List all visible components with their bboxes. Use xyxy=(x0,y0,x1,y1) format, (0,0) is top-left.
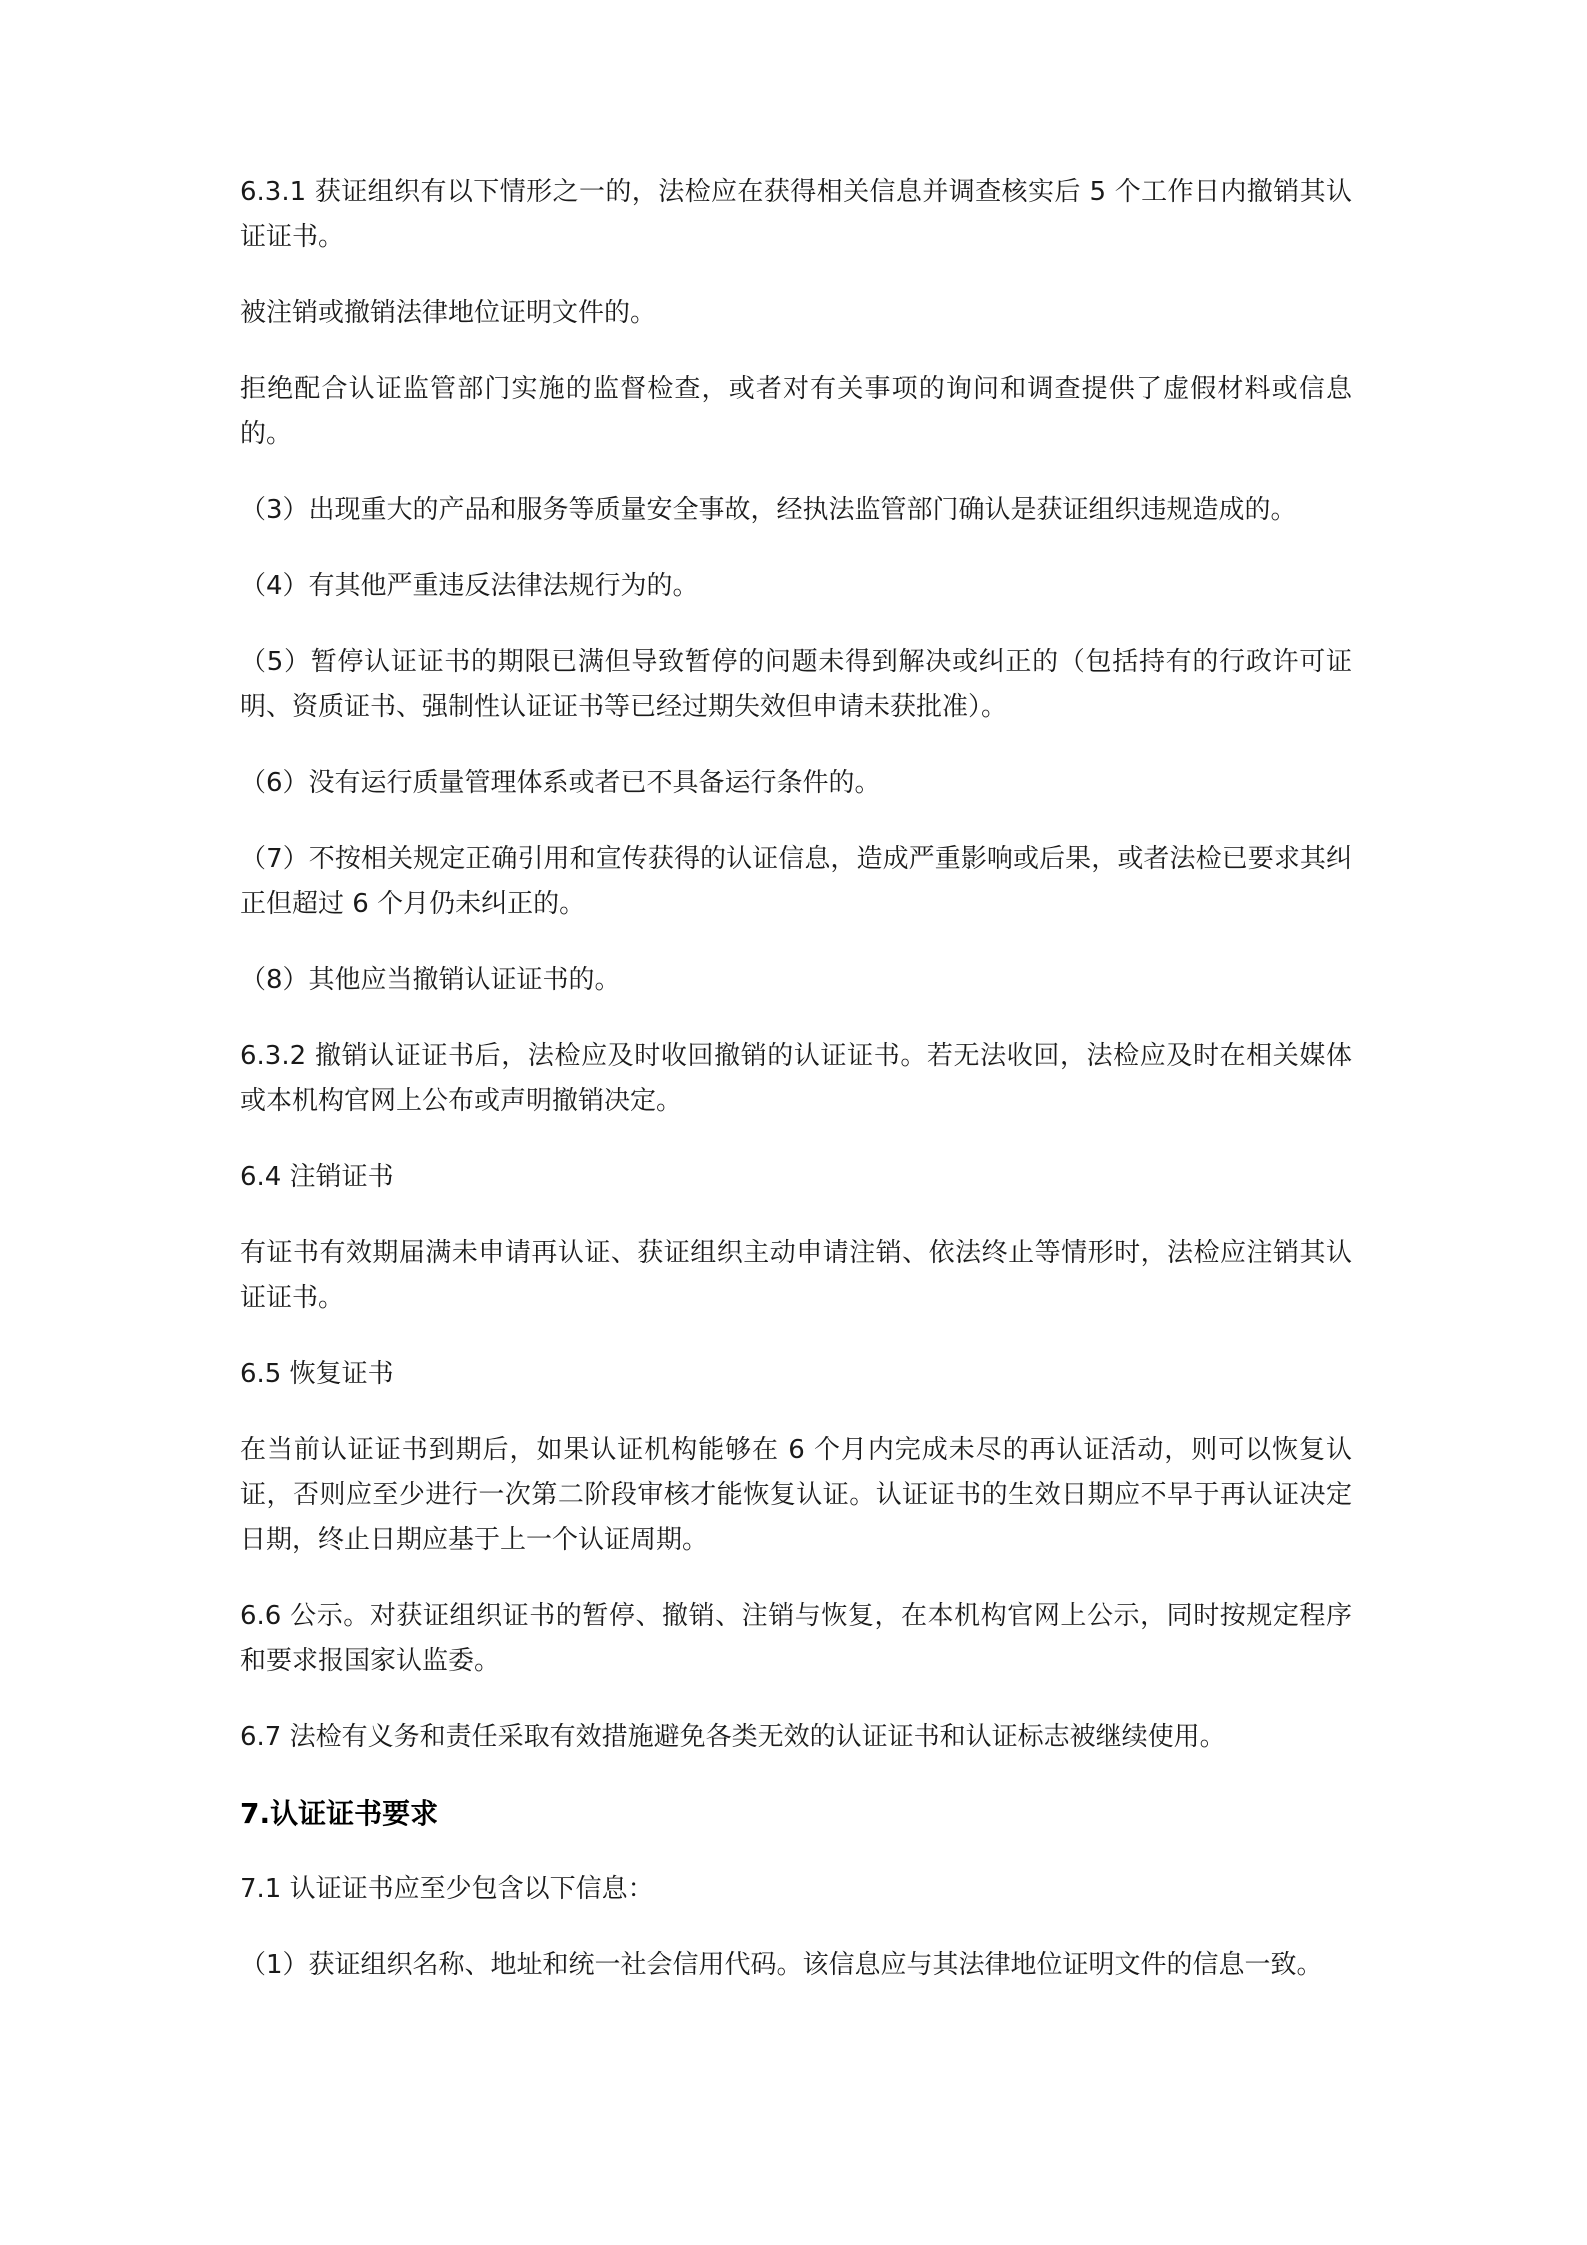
paragraph-item-7: （7）不按相关规定正确引用和宣传获得的认证信息，造成严重影响或后果，或者法检已要求其纠正但超过 6 个月仍未纠正的。 xyxy=(240,844,1352,919)
paragraph-refuse-inspection: 拒绝配合认证监管部门实施的监督检查，或者对有关事项的询问和调查提供了虚假材料或信息的。 xyxy=(240,374,1352,449)
document-body xyxy=(240,170,1352,2019)
paragraph-6-3-1: 6.3.1 获证组织有以下情形之一的，法检应在获得相关信息并调查核实后 5 个工作日内撤销其认证证书。 xyxy=(240,177,1352,252)
subheading-6-5: 6.5 恢复证书 xyxy=(240,1359,394,1389)
paragraph-6-6: 6.6 公示。对获证组织证书的暂停、撤销、注销与恢复，在本机构官网上公示，同时按规定程序和要求报国家认监委。 xyxy=(240,1601,1352,1676)
section-heading-7: 7.认证证书要求 xyxy=(240,1797,439,1830)
paragraph-item-4: （4）有其他严重违反法律法规行为的。 xyxy=(240,571,699,601)
paragraph-7-1-item-1: （1）获证组织名称、地址和统一社会信用代码。该信息应与其法律地位证明文件的信息一致。 xyxy=(240,1950,1323,1980)
paragraph-item-8: （8）其他应当撤销认证证书的。 xyxy=(240,965,621,995)
paragraph-revoked-legal-status: 被注销或撤销法律地位证明文件的。 xyxy=(240,298,657,328)
paragraph-6-3-2: 6.3.2 撤销认证证书后，法检应及时收回撤销的认证证书。若无法收回，法检应及时在相关媒体或本机构官网上公布或声明撤销决定。 xyxy=(240,1041,1352,1116)
paragraph-item-6: （6）没有运行质量管理体系或者已不具备运行条件的。 xyxy=(240,768,881,798)
paragraph-item-5: （5）暂停认证证书的期限已满但导致暂停的问题未得到解决或纠正的（包括持有的行政许可证明、资质证书、强制性认证证书等已经过期失效但申请未获批准）。 xyxy=(240,647,1352,722)
subheading-6-4: 6.4 注销证书 xyxy=(240,1162,394,1192)
paragraph-7-1: 7.1 认证证书应至少包含以下信息： xyxy=(240,1874,654,1904)
paragraph-6-7: 6.7 法检有义务和责任采取有效措施避免各类无效的认证证书和认证标志被继续使用。 xyxy=(240,1722,1226,1752)
paragraph-cancel-certificate: 有证书有效期届满未申请再认证、获证组织主动申请注销、依法终止等情形时，法检应注销其认证证书。 xyxy=(240,1238,1352,1313)
paragraph-restore-certificate: 在当前认证证书到期后，如果认证机构能够在 6 个月内完成未尽的再认证活动，则可以恢复认证，否则应至少进行一次第二阶段审核才能恢复认证。认证证书的生效日期应不早于再认证决定日期，终止日期应基于上一个认证周期。 xyxy=(240,1435,1352,1555)
paragraph-item-3: （3）出现重大的产品和服务等质量安全事故，经执法监管部门确认是获证组织违规造成的。 xyxy=(240,495,1297,525)
